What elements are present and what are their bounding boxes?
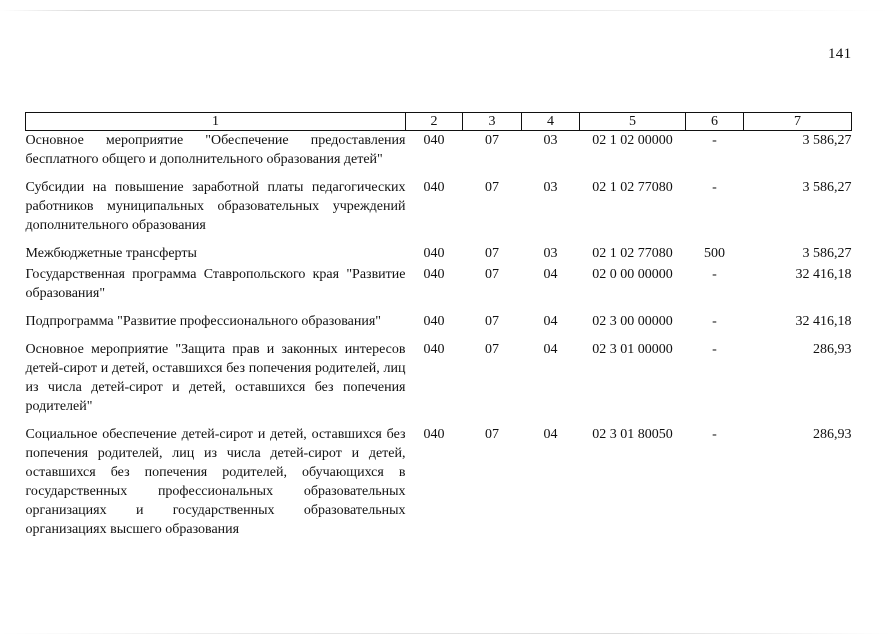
- row-expense-type: -: [712, 267, 717, 282]
- row-ministry-code: 040: [423, 267, 445, 282]
- row-ministry-code: 040: [423, 427, 445, 442]
- row-target-article: 02 0 00 00000: [592, 267, 673, 282]
- scan-edge-bottom: [0, 633, 891, 634]
- row-target-article: 02 3 01 00000: [592, 342, 673, 357]
- table-row: [26, 265, 852, 312]
- row-description: Социальное обеспечение детей-сирот и детей, оставшихся без попечения родителей, лиц из числа детей-сирот и детей, оставшихся без попечения родителей, обучающихся в государственных профессиональных образовательных организациях и государственных образовательных организациях высшего образования: [25, 427, 406, 537]
- column-header-1: 1: [26, 113, 406, 131]
- row-ministry-code: 040: [423, 342, 445, 357]
- row-description: Основное мероприятие "Защита прав и законных интересов детей-сирот и детей, оставшихся без попечения родителей, лиц из числа детей-сирот и детей, оставшихся без попечения родителей": [25, 342, 406, 414]
- row-description: Основное мероприятие "Обеспечение предоставления бесплатного общего и дополнительного образования детей": [25, 133, 406, 167]
- row-description: Субсидии на повышение заработной платы педагогических работников муниципальных образовательных учреждений дополнительного образования: [25, 180, 406, 233]
- row-section-code: 07: [485, 246, 499, 261]
- page-number: 141: [828, 46, 852, 62]
- column-header-3: 3: [463, 113, 522, 131]
- row-section-code: 07: [485, 180, 499, 195]
- row-target-article: 02 1 02 00000: [592, 133, 673, 148]
- column-header-6: 6: [686, 113, 744, 131]
- row-amount: 3 586,27: [802, 246, 852, 261]
- row-ministry-code: 040: [423, 246, 445, 261]
- row-subsection-code: 04: [543, 342, 558, 357]
- table-row: [26, 131, 852, 179]
- row-amount: 32 416,18: [795, 314, 852, 329]
- row-subsection-code: 03: [543, 180, 558, 195]
- row-ministry-code: 040: [423, 180, 445, 195]
- row-amount: 286,93: [813, 427, 852, 442]
- row-section-code: 07: [485, 314, 499, 329]
- row-subsection-code: 03: [543, 133, 558, 148]
- row-subsection-code: 04: [543, 427, 558, 442]
- row-section-code: 07: [485, 133, 499, 148]
- column-header-5: 5: [580, 113, 686, 131]
- row-target-article: 02 1 02 77080: [592, 180, 673, 195]
- row-expense-type: -: [712, 180, 717, 195]
- row-ministry-code: 040: [423, 133, 445, 148]
- table-row: [26, 340, 852, 425]
- row-amount: 286,93: [813, 342, 852, 357]
- row-subsection-code: 03: [543, 246, 558, 261]
- column-header-2: 2: [406, 113, 463, 131]
- row-subsection-code: 04: [543, 267, 558, 282]
- table-row: [26, 312, 852, 340]
- row-amount: 32 416,18: [795, 267, 852, 282]
- row-amount: 3 586,27: [802, 180, 852, 195]
- row-description: Подпрограмма "Развитие профессионального образования": [25, 314, 381, 329]
- row-ministry-code: 040: [423, 314, 445, 329]
- row-target-article: 02 3 01 80050: [592, 427, 673, 442]
- row-description: Государственная программа Ставропольского края "Развитие образования": [25, 267, 406, 301]
- table-row: [26, 425, 852, 548]
- scan-edge-top: [0, 10, 891, 11]
- row-amount: 3 586,27: [802, 133, 852, 148]
- row-expense-type: -: [712, 314, 717, 329]
- column-header-7: 7: [744, 113, 852, 131]
- row-section-code: 07: [485, 342, 499, 357]
- row-target-article: 02 3 00 00000: [592, 314, 673, 329]
- row-expense-type: 500: [704, 246, 725, 261]
- row-target-article: 02 1 02 77080: [592, 246, 673, 261]
- row-section-code: 07: [485, 427, 499, 442]
- row-expense-type: -: [712, 342, 717, 357]
- table-row: [26, 178, 852, 244]
- budget-table: [25, 112, 852, 548]
- table-row: [26, 244, 852, 265]
- row-expense-type: -: [712, 427, 717, 442]
- column-header-4: 4: [522, 113, 580, 131]
- row-expense-type: -: [712, 133, 717, 148]
- row-subsection-code: 04: [543, 314, 558, 329]
- row-section-code: 07: [485, 267, 499, 282]
- table-header-row: [26, 113, 852, 131]
- row-description: Межбюджетные трансферты: [25, 246, 197, 261]
